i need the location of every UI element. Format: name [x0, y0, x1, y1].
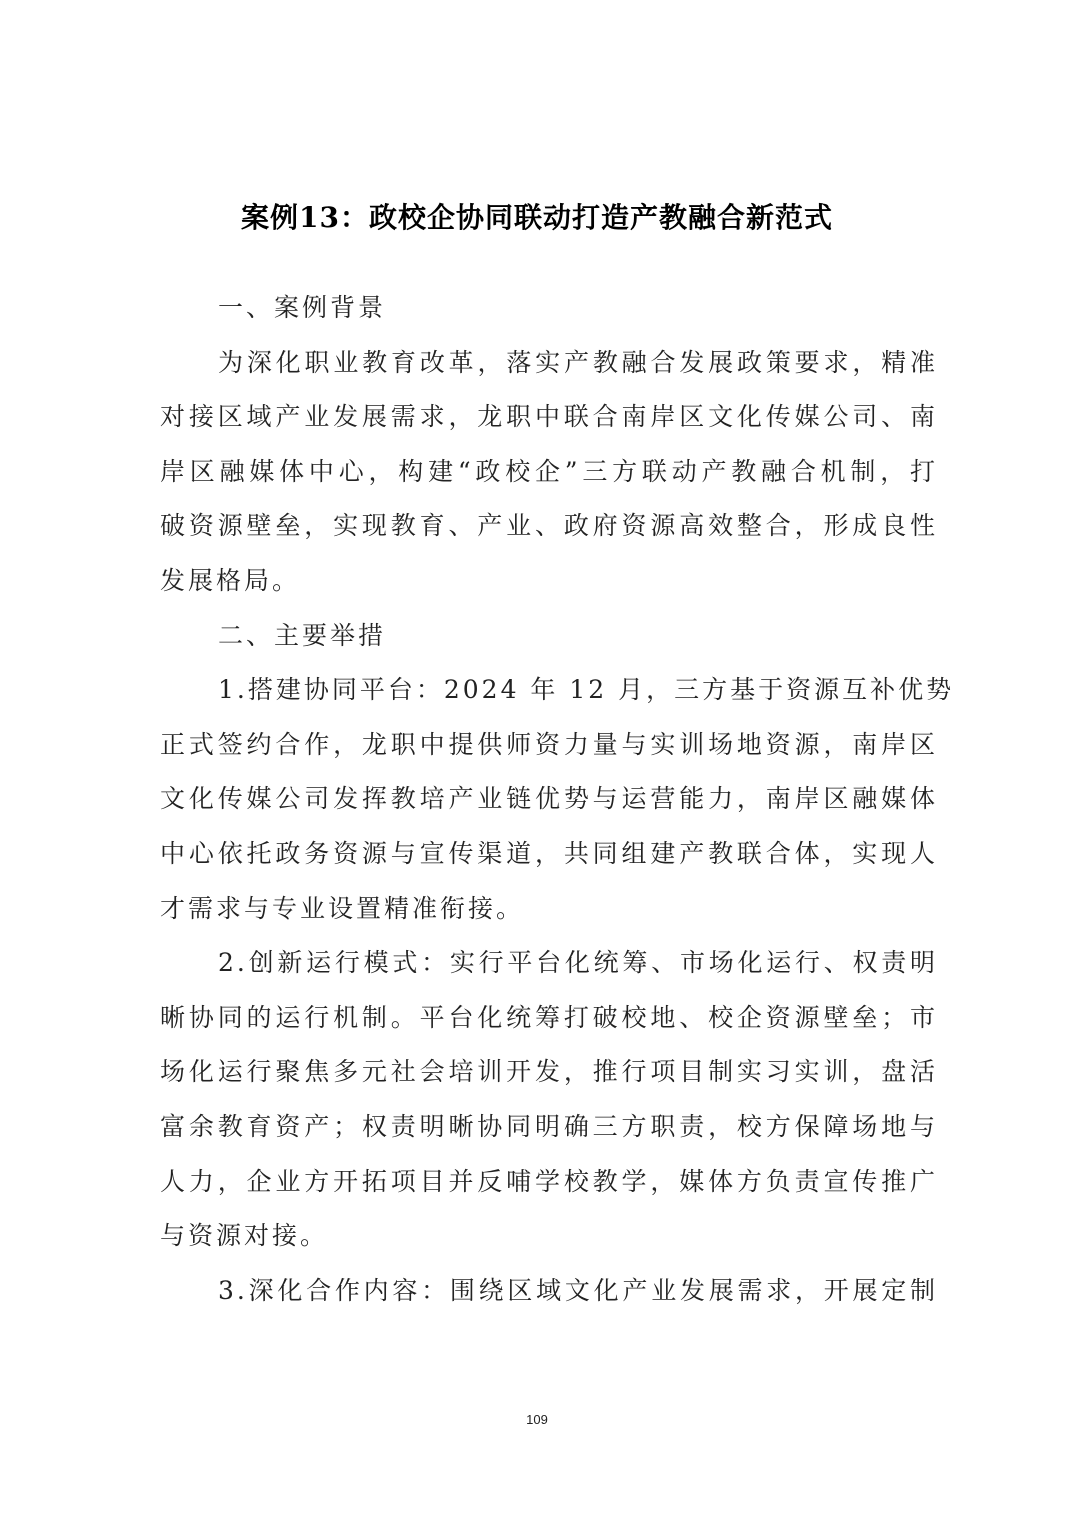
text-line: 富余教育资产；权责明晰协同明确三方职责，校方保障场地与	[160, 1111, 938, 1141]
text-line: 才需求与专业设置精准衔接。	[160, 893, 525, 923]
text-line: 人力，企业方开拓项目并反哺学校教学，媒体方负责宣传推广	[160, 1166, 938, 1196]
section-heading	[160, 609, 938, 664]
paragraph	[160, 1264, 938, 1319]
text-line: 发展格局。	[160, 565, 301, 595]
document-body	[160, 281, 955, 1318]
text-line: 晰协同的运行机制。平台化统筹打破校地、校企资源壁垒；市	[160, 1002, 938, 1032]
page-title: 案例13：政校企协同联动打造产教融合新范式	[241, 201, 833, 234]
paragraph	[160, 663, 955, 936]
text-line: 岸区融媒体中心，构建“政校企”三方联动产教融合机制，打	[160, 456, 938, 486]
text-line: 2.创新运行模式：实行平台化统筹、市场化运行、权责明	[218, 948, 938, 978]
text-line: 1.搭建协同平台：2024 年 12 月，三方基于资源互补优势	[218, 675, 955, 705]
paragraph	[160, 936, 938, 1264]
text-line: 正式签约合作，龙职中提供师资力量与实训场地资源，南岸区	[160, 729, 938, 759]
text-line: 二、主要举措	[218, 620, 387, 650]
paragraph	[160, 336, 938, 609]
text-line: 一、案例背景	[218, 293, 387, 322]
text-line: 文化传媒公司发挥教培产业链优势与运营能力，南岸区融媒体	[160, 784, 938, 814]
page-number: 109	[526, 1412, 548, 1427]
text-line: 3.深化合作内容：围绕区域文化产业发展需求，开展定制	[218, 1275, 938, 1305]
section-heading	[160, 281, 938, 336]
text-line: 破资源壁垒，实现教育、产业、政府资源高效整合，形成良性	[160, 511, 938, 541]
text-line: 为深化职业教育改革，落实产教融合发展政策要求，精准	[218, 347, 938, 377]
text-line: 与资源对接。	[160, 1221, 329, 1251]
text-line: 场化运行聚焦多元社会培训开发，推行项目制实习实训，盘活	[160, 1057, 938, 1087]
text-line: 对接区域产业发展需求，龙职中联合南岸区文化传媒公司、南	[160, 402, 938, 432]
text-line: 中心依托政务资源与宣传渠道，共同组建产教联合体，实现人	[160, 838, 938, 868]
